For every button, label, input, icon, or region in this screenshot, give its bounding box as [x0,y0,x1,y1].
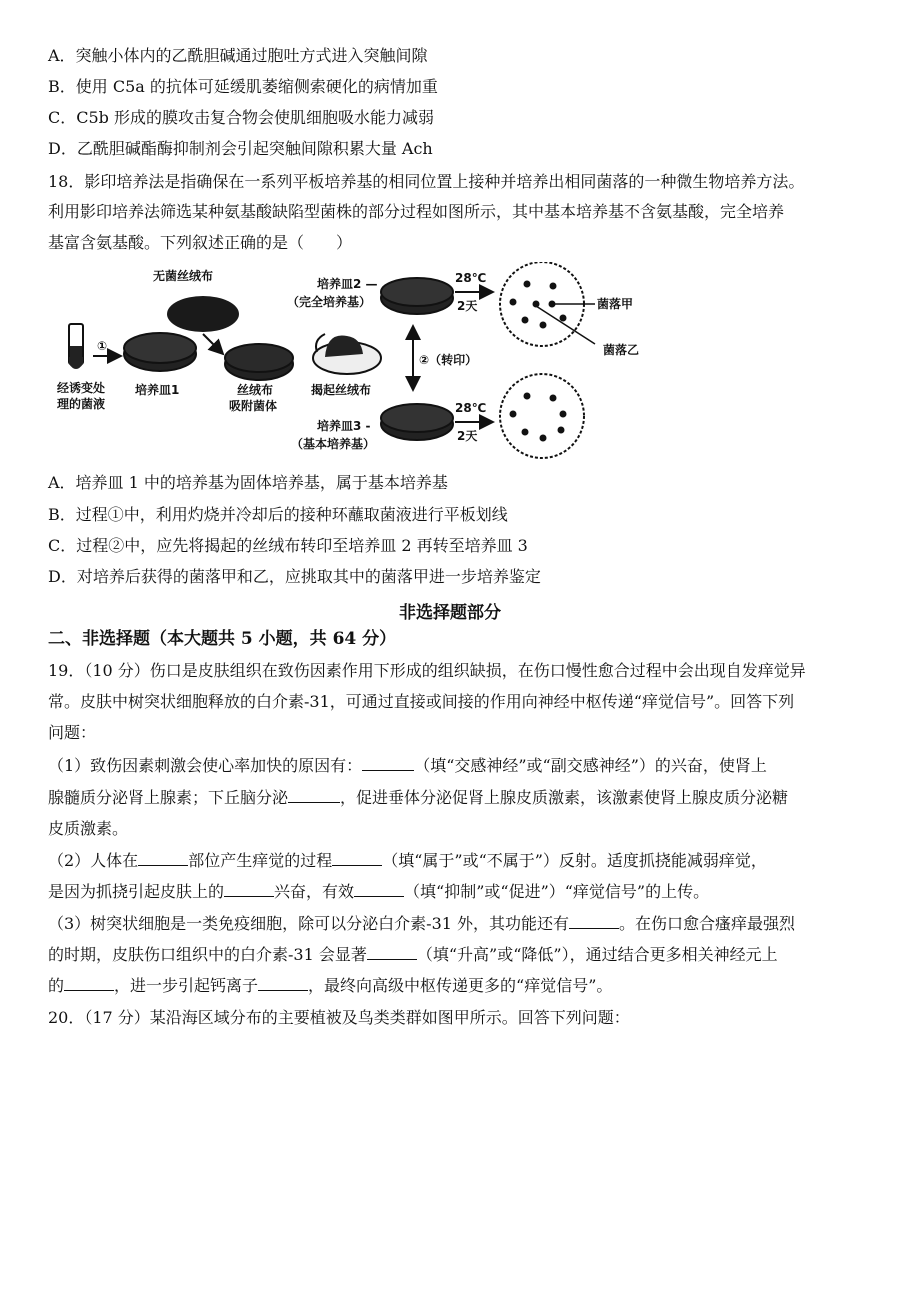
answer-blank[interactable] [64,990,114,991]
q20-line1: 20．（17 分）某沿海区域分布的主要植被及鸟类类群如图甲所示。回答下列问题： [48,1008,630,1027]
q17-option-a: A．突触小体内的乙酰胆碱通过胞吐方式进入突触间隙 [48,46,428,65]
days-label-bottom: 2天 [457,429,478,443]
answer-blank[interactable] [224,896,274,897]
q19-line2: 常。皮肤中树突状细胞释放的白介素-31，可通过直接或间接的作用向神经中枢传递“痒觉信号”。回答下列 [48,692,795,711]
step-1-label: ① [97,339,108,353]
lift-velvet-icon [313,334,381,374]
answer-blank[interactable] [258,990,308,991]
answer-blank[interactable] [367,959,417,960]
q18-stem-line2: 利用影印培养法筛选某种氨基酸缺陷型菌株的部分过程如图所示，其中基本培养基不含氨基酸，完全培养 [48,202,785,221]
replica-plating-figure [55,262,655,462]
days-label-top: 2天 [457,299,478,313]
petri-dish-velvet-icon [225,344,293,380]
q19-sub3-line3: 的 ，进一步引起钙离子 ，最终向高级中枢传递更多的“痒觉信号”。 [48,976,613,995]
dish-3-label-1: 培养皿3 - [317,419,371,433]
q19-sub2-line2: 是因为抓挠引起皮肤上的 兴奋，有效 （填“抑制”或“促进”）“痒觉信号”的上传。 [48,882,710,901]
answer-blank[interactable] [569,928,619,929]
colony-b-label: 菌落乙 [603,343,640,357]
answer-blank[interactable] [354,896,404,897]
velvet-adsorb-label-1: 丝绒布 [237,383,274,397]
temp-label-top: 28℃ [455,271,487,285]
dish-2-label-2: （完全培养基） [287,295,372,309]
dish-1-label: 培养皿1 [135,383,180,397]
q18-stem-line1: 18．影印培养法是指确保在一系列平板培养基的相同位置上接种并培养出相同菌落的一种微生物培养方法。 [48,172,805,191]
q19-sub1-line3: 皮质激素。 [48,819,129,838]
q19-line3: 问题： [48,723,97,742]
tube-label-1: 经诱变处 [57,381,106,395]
petri-dish-2-icon [381,278,453,314]
tube-label-2: 理的菌液 [57,397,106,411]
test-tube-icon [69,324,83,369]
answer-blank[interactable] [288,802,340,803]
q19-line1: 19．（10 分）伤口是皮肤组织在致伤因素作用下形成的组织缺损，在伤口慢性愈合过程中会出现自发痒觉异 [48,661,806,680]
q18-option-d: D．对培养后获得的菌落甲和乙，应挑取其中的菌落甲进一步培养鉴定 [48,567,541,586]
q19-sub3-line1: （3）树突状细胞是一类免疫细胞，除可以分泌白介素-31 外，其功能还有 。在伤口愈合瘙痒最强烈 [48,914,796,933]
result-plate-bottom [500,374,584,458]
petri-dish-1-icon [124,333,196,371]
velvet-adsorb-label-2: 吸附菌体 [229,399,278,413]
velvet-cloth-icon [167,296,239,332]
q17-option-c: C．C5b 形成的膜攻击复合物会使肌细胞吸水能力减弱 [48,108,434,127]
arrow-velvet-down [203,334,223,354]
q19-sub3-line2: 的时期，皮肤伤口组织中的白介素-31 会显著 （填“升高”或“降低”），通过结合更多相关神经元上 [48,945,778,964]
temp-label-bottom: 28℃ [455,401,487,415]
answer-blank[interactable] [362,770,414,771]
answer-blank[interactable] [332,865,382,866]
step-2-label: ②（转印） [419,353,478,367]
answer-blank[interactable] [138,865,188,866]
dish-2-label-1: 培养皿2 — [317,277,378,291]
q18-option-c: C．过程②中，应先将揭起的丝绒布转印至培养皿 2 再转至培养皿 3 [48,536,528,555]
velvet-label: 无菌丝绒布 [153,269,214,283]
q19-sub1-line2: 腺髓质分泌肾上腺素；下丘脑分泌 ，促进垂体分泌促肾上腺皮质激素，该激素使肾上腺皮质分泌糖 [48,788,789,807]
part-2-title: 二、非选择题（本大题共 5 小题，共 64 分） [48,629,397,649]
q19-sub2-line1: （2）人体在 部位产生痒觉的过程 （填“属于”或“不属于”）反射。适度抓挠能减弱痒觉， [48,851,767,870]
dish-3-label-2: （基本培养基） [291,437,376,451]
q18-option-b: B．过程①中，利用灼烧并冷却后的接种环蘸取菌液进行平板划线 [48,505,508,524]
q18-stem-line3: 基富含氨基酸。下列叙述正确的是（ ） [48,233,353,252]
lift-velvet-label: 揭起丝绒布 [311,383,372,397]
petri-dish-3-icon [381,404,453,440]
section-title: 非选择题部分 [399,603,501,623]
q19-sub1-line1: （1）致伤因素刺激会使心率加快的原因有： （填“交感神经”或“副交感神经”）的兴奋，使肾上 [48,756,767,775]
q17-option-d: D．乙酰胆碱酯酶抑制剂会引起突触间隙积累大量 Ach [48,139,433,158]
q17-option-b: B．使用 C5a 的抗体可延缓肌萎缩侧索硬化的病情加重 [48,77,438,96]
colony-a-label: 菌落甲 [597,297,634,311]
q18-option-a: A．培养皿 1 中的培养基为固体培养基，属于基本培养基 [48,473,448,492]
